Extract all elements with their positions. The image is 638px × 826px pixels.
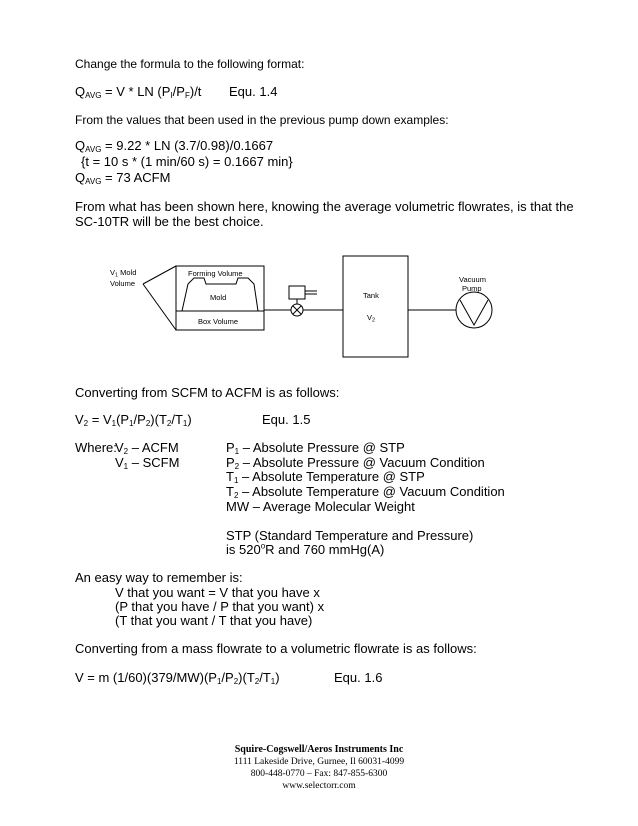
eq-sub: F <box>184 91 190 100</box>
remember-line-2: (P that you have / P that you want) x <box>115 599 325 614</box>
eq-part: (P <box>116 412 130 427</box>
eq-sub: 1 <box>233 476 239 485</box>
where-left-1 <box>115 456 179 470</box>
solenoid-actuator <box>289 286 305 299</box>
eq-sub: 2 <box>233 677 239 686</box>
equation-1-5-label: Equ. 1.5 <box>262 412 311 427</box>
description: – ACFM <box>128 440 179 455</box>
symbol: V <box>115 440 124 455</box>
footer <box>0 744 638 792</box>
degree-sup: o <box>260 541 266 551</box>
equation-1-5 <box>75 413 192 427</box>
description: – Absolute Temperature @ Vacuum Condition <box>238 484 505 499</box>
tank-label: Tank <box>363 291 379 300</box>
v1-lead-line-bottom <box>143 284 176 330</box>
remember-title: An easy way to remember is: <box>75 570 243 585</box>
eq-sub: 1 <box>182 419 188 428</box>
eq-sub: 2 <box>234 462 240 471</box>
eq-part: /P <box>172 84 185 99</box>
stp-line-1: STP (Standard Temperature and Pressure) <box>226 528 474 543</box>
symbol: T <box>226 469 234 484</box>
footer-company: Squire-Cogswell/Aeros Instruments Inc <box>234 744 404 755</box>
tank-box <box>343 256 408 357</box>
eq-part: /T <box>259 670 271 685</box>
vacuum-pump-icon <box>456 292 492 328</box>
v1-label-line1: $V_1$ Mold <box>110 268 137 279</box>
eq-sub: AVG <box>85 177 102 186</box>
eq-sub: 2 <box>83 419 89 428</box>
eq-sub: 1 <box>129 419 134 428</box>
stp-line-2 <box>226 543 384 557</box>
eq-part: V = m (1/60)(379/MW)(P <box>75 670 217 685</box>
equation-1-6 <box>75 671 280 685</box>
stp-text: is 520 <box>226 542 261 557</box>
eq-sub: AVG <box>85 145 102 154</box>
eq-part: V <box>75 412 84 427</box>
eq-part: = V * LN (P <box>101 84 171 99</box>
where-right-1 <box>226 456 485 470</box>
eq-sub: 2 <box>123 447 129 456</box>
box-volume-label: Box Volume <box>198 317 239 326</box>
mold-label: Mold <box>210 293 227 302</box>
where-label: Where: <box>75 440 117 455</box>
eq-sub: 2 <box>145 419 151 428</box>
eq-part: /T <box>171 412 183 427</box>
where-left-0 <box>115 441 179 455</box>
eq-q: Q <box>75 170 86 185</box>
eq-part: ) <box>187 412 192 427</box>
eq-q: Q <box>75 84 86 99</box>
equation-1-6-label: Equ. 1.6 <box>334 670 383 685</box>
intro-text: Change the formula to the following format: <box>75 57 305 71</box>
converting-intro: Converting from SCFM to ACFM is as follows: <box>75 385 340 400</box>
eq-part: /P <box>133 412 146 427</box>
eq-sub: 1 <box>234 447 240 456</box>
footer-address: 1111 Lakeside Drive, Gurnee, Il 60031-4099 <box>233 757 405 767</box>
eq-q: Q <box>75 138 86 153</box>
eq-part: = V <box>88 412 112 427</box>
eq-part: = 9.22 * LN (3.7/0.98)/0.1667 <box>101 138 274 153</box>
eq-sub: AVG <box>85 91 102 100</box>
v1-lead-line-top <box>143 266 176 284</box>
where-right-3 <box>226 485 505 499</box>
values-intro: From the values that been used in the previous pump down examples: <box>75 113 449 127</box>
tank-v2-label: $V_2$ <box>367 313 376 324</box>
pump-label-line1: Vacuum <box>459 275 486 284</box>
calc-line-2: {t = 10 s * (1 min/60 s) = 0.1667 min} <box>81 154 293 169</box>
eq-sub: 2 <box>254 677 260 686</box>
stp-text: R and 760 mmHg(A) <box>265 542 385 557</box>
symbol: P <box>226 440 235 455</box>
symbol: T <box>226 484 234 499</box>
eq-sub: 1 <box>111 419 117 428</box>
eq-sub: 2 <box>233 491 239 500</box>
remember-line-1: V that you want = V that you have x <box>115 585 320 600</box>
footer-web: www.selectorr.com <box>282 781 356 791</box>
pump-label-line2: Pump <box>462 284 482 293</box>
equation-1-4-label: Equ. 1.4 <box>229 84 278 99</box>
description: – Absolute Temperature @ STP <box>238 469 425 484</box>
conclusion-line-1: From what has been shown here, knowing the average volumetric flowrates, is that the <box>75 199 574 214</box>
description: – Absolute Pressure @ STP <box>239 440 405 455</box>
eq-part: )(T <box>150 412 167 427</box>
eq-part: /P <box>221 670 234 685</box>
forming-volume-label: Forming Volume <box>188 269 243 278</box>
eq-sub: 1 <box>270 677 276 686</box>
v1-label-line2: Volume <box>110 279 136 288</box>
description: – SCFM <box>128 455 180 470</box>
conclusion-line-2: SC-10TR will be the best choice. <box>75 214 264 229</box>
eq-part: ) <box>275 670 280 685</box>
symbol: P <box>226 455 235 470</box>
eq-part: = 73 ACFM <box>101 170 171 185</box>
eq-part: )(T <box>238 670 255 685</box>
symbol: V <box>115 455 124 470</box>
eq-sub: 1 <box>216 677 222 686</box>
remember-line-3: (T that you want / T that you have) <box>115 613 313 628</box>
eq-sub: 1 <box>123 462 129 471</box>
eq-sub: 2 <box>166 419 172 428</box>
eq-sub: I <box>170 91 173 100</box>
mass-intro: Converting from a mass flowrate to a volumetric flowrate is as follows: <box>75 641 477 656</box>
eq-part: )/t <box>189 84 202 99</box>
description: – Absolute Pressure @ Vacuum Condition <box>239 455 485 470</box>
where-mw: MW – Average Molecular Weight <box>226 499 415 514</box>
where-right-0 <box>226 441 405 455</box>
where-right-2 <box>226 470 425 484</box>
footer-phone: 800-448-0770 – Fax: 847-855-6300 <box>250 769 388 779</box>
